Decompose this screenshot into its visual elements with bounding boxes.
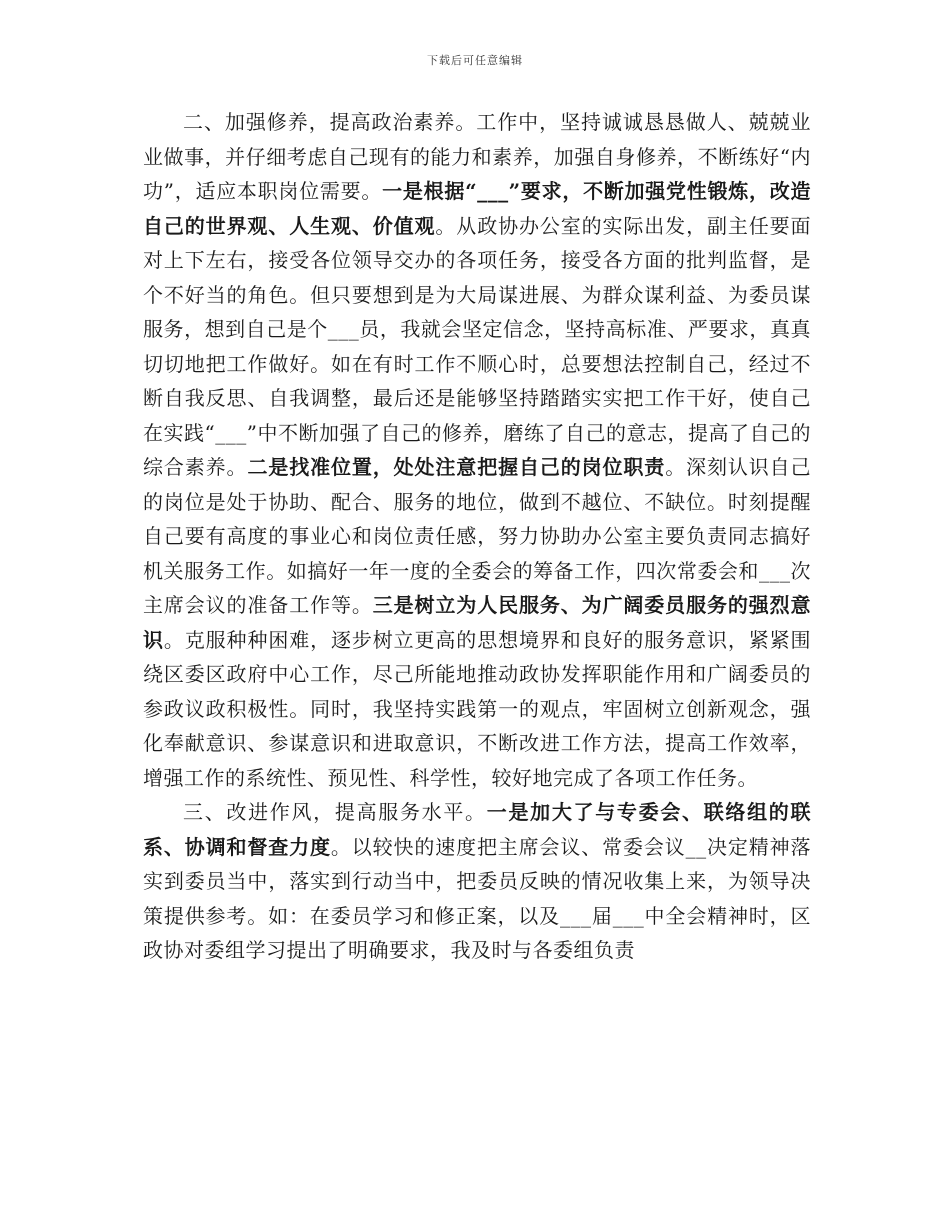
bold-segment: 一是加大了与专委会、联络组的联系、协调和督查力度 [143, 800, 811, 859]
text-segment: 。克服种种困难，逐步树立更高的思想境界和良好的服务意识，紧紧围绕区委区政府中心工作，尽己所能地推动政协发挥职能作用和广阔委员的参政议政积极性。同时，我坚持实践第一的观点，牢固树立创新观念，强化奉献意识、参谋意识和进取意识，不断改进工作方法，提高工作效率，增强工作的系统性、预见性、科学性，较好地完成了各项工作任务。 [143, 627, 812, 790]
text-segment: 。以较快的速度把主席会议、常委会议__决定精神落实到委员当中，落实到行动当中，把委员反映的情况收集上来，为领导决策提供参考。如：在委员学习和修正案，以及___届___中全会精神时，区政协对委组学习提出了明确要求，我及时与各委组负责 [143, 834, 812, 962]
text-segment: 二、加强修养，提高政治素养。工作中，坚持诚诚恳恳做人、兢兢业业做事，并仔细考虑自己现有的能力和素养，加强自身修养，不断练好“内功”，适应本职岗位需要。 [143, 110, 811, 203]
paragraph-improve-style [143, 795, 811, 968]
page-header: 下载后可任意编辑 [427, 54, 523, 67]
document-body [143, 105, 811, 968]
paragraph-strengthen-cultivation [143, 105, 811, 795]
bold-segment: 三是树立为人民服务、为广阔委员服务的强烈意识 [143, 593, 812, 652]
bold-segment: 一是根据“___”要求，不断加强党性锻炼，改造自己的世界观、人生观、价值观 [143, 179, 811, 238]
text-segment: 。深刻认识自己的岗位是处于协助、配合、服务的地位，做到不越位、不缺位。时刻提醒自己要有高度的事业心和岗位责任感，努力协助办公室主要负责同志搞好机关服务工作。如搞好一年一度的全委会的筹备工作，四次常委会和___次主席会议的准备工作等。 [143, 455, 812, 617]
text-segment: 三、改进作风，提高服务水平。 [183, 800, 487, 824]
bold-segment: 二是找准位置，处处注意把握自己的岗位职责 [247, 455, 666, 479]
text-segment: 。从政协办公室的实际出发，副主任要面对上下左右，接受各位领导交办的各项任务，接受各方面的批判监督，是个不好当的角色。但只要想到是为大局谋进展、为群众谋利益、为委员谋服务，想到自己是个___员，我就会坚定信念，坚持高标准、严要求，真真切切地把工作做好。如在有时工作不顺心时，总要想法控制自己，经过不断自我反思、自我调整，最后还是能够坚持踏踏实实把工作干好，使自己在实践“___”中不断加强了自己的修养，磨练了自己的意志，提高了自己的综合素养。 [143, 213, 812, 479]
